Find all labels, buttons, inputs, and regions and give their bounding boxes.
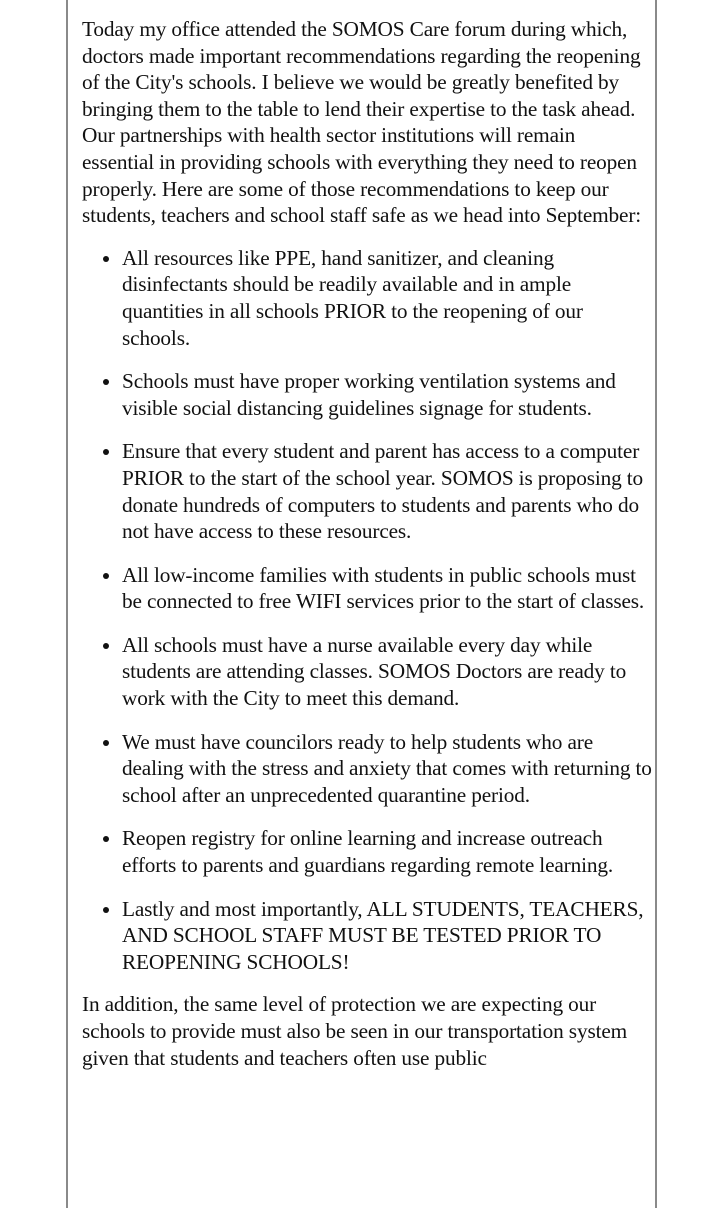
list-item	[82, 825, 652, 878]
closing-paragraph: In addition, the same level of protection we are expecting our schools to provide must also be seen in our transportation system given that students and teachers often use public	[82, 992, 628, 1070]
list-item	[82, 368, 652, 421]
list-item	[82, 729, 652, 809]
bullet-icon	[103, 379, 109, 385]
list-item	[82, 632, 652, 712]
list-item	[82, 245, 652, 351]
list-item-text: We must have councilors ready to help students who are dealing with the stress and anxiety that comes with returning to school after an unprecedented quarantine period.	[122, 729, 652, 807]
list-item	[82, 438, 652, 544]
list-item-text: Reopen registry for online learning and increase outreach efforts to parents and guardians regarding remote learning.	[122, 826, 614, 878]
list-item	[82, 896, 652, 976]
list-item-text: Ensure that every student and parent has access to a computer PRIOR to the start of the school year. SOMOS is proposing to donate hundreds of computers to students and parents who do not have access to these resources.	[122, 439, 644, 544]
document-body	[82, 16, 652, 1071]
list-item-text: All schools must have a nurse available every day while students are attending classes. SOMOS Doctors are ready to work with the City to meet this demand.	[122, 632, 627, 711]
bullet-icon	[103, 449, 109, 455]
list-item-text: Lastly and most importantly, ALL STUDENTS, TEACHERS, AND SCHOOL STAFF MUST BE TESTED PRIOR TO REOPENING SCHOOLS!	[122, 896, 644, 974]
bullet-icon	[103, 907, 109, 913]
list-item-text: Schools must have proper working ventilation systems and visible social distancing guidelines signage for students.	[122, 369, 616, 420]
bullet-icon	[103, 643, 109, 649]
recommendations-list	[82, 245, 652, 976]
bullet-icon	[103, 573, 109, 579]
list-item-text: All low-income families with students in public schools must be connected to free WIFI services prior to the start of classes.	[122, 562, 645, 614]
bullet-icon	[103, 740, 109, 746]
list-item	[82, 562, 652, 615]
intro-paragraph: Today my office attended the SOMOS Care forum during which, doctors made important recommendations regarding the reopening of the City's schools. I believe we would be greatly benefited by bringing them to the table to lend their expertise to the task ahead. Our partnerships with health sector institutions will remain essential in providing schools with everything they need to reopen properly. Here are some of those recommendations to keep our students, teachers and school staff safe as we head into September:	[82, 17, 642, 228]
list-item-text: All resources like PPE, hand sanitizer, and cleaning disinfectants should be readily available and in ample quantities in all schools PRIOR to the reopening of our schools.	[122, 245, 583, 350]
bullet-icon	[103, 256, 109, 262]
bullet-icon	[103, 836, 109, 842]
